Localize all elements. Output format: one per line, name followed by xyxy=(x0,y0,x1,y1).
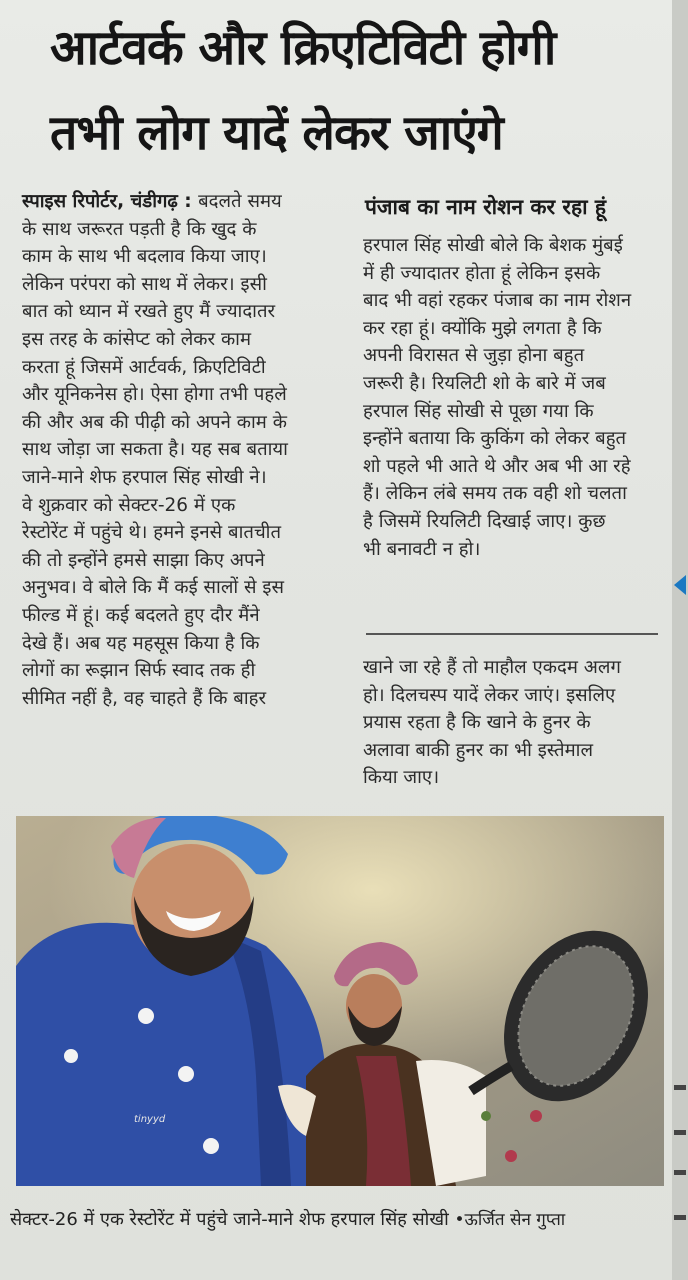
body-text-line: कर रहा हूं। क्योंकि मुझे लगता है कि xyxy=(363,317,602,339)
body-text-line: जाने-माने शेफ हरपाल सिंह सोखी ने। xyxy=(22,466,267,488)
body-text-line: प्रयास रहता है कि खाने के हुनर के xyxy=(363,712,591,734)
body-text-line: बात को ध्यान में रखते हुए मैं ज्यादातर xyxy=(22,301,276,323)
text-fragment xyxy=(674,1130,686,1135)
byline: स्पाइस रिपोर्टर, चंडीगढ़ : xyxy=(22,191,199,212)
body-text-line: खाने जा रहे हैं तो माहौल एकदम अलग xyxy=(363,657,621,678)
caption-text: सेक्टर-26 में एक रेस्टोरेंट में पहुंचे जाने-माने शेफ हरपाल सिंह सोखी xyxy=(10,1209,449,1230)
body-text-line: लोगों का रूझान सिर्फ स्वाद तक ही xyxy=(22,660,256,682)
body-text-line: शो पहले भी आते थे और अब भी आ रहे xyxy=(363,455,631,477)
body-text-line: इस तरह के कांसेप्ट को लेकर काम xyxy=(22,328,252,350)
body-text-line: हैं। लेकिन लंबे समय तक वही शो चलता xyxy=(363,483,627,505)
body-text-line: सीमित नहीं है, वह चाहते हैं कि बाहर xyxy=(22,687,267,709)
body-text-line: वे शुक्रवार को सेक्टर-26 में एक xyxy=(22,494,236,516)
body-text-line: साथ जोड़ा जा सकता है। यह सब बताया xyxy=(22,439,288,461)
body-text-line: फील्ड में हूं। कई बदलते हुए दौर मैंने xyxy=(22,604,260,626)
body-text-line: की तो इन्होंने हमसे साझा किए अपने xyxy=(22,549,265,571)
headline-line-2: तभी लोग यादें लेकर जाएंगे xyxy=(50,105,503,161)
body-text-line: और यूनिकनेस हो। ऐसा होगा तभी पहले xyxy=(22,384,287,406)
text-fragment xyxy=(674,1085,686,1090)
body-text-line: लेकिन परंपरा को साथ में लेकर। इसी xyxy=(22,273,267,295)
body-text-line: हो। दिलचस्प यादें लेकर जाएं। इसलिए xyxy=(363,684,616,706)
body-text-line: करता हूं जिसमें आर्टवर्क, क्रिएटिविटी xyxy=(22,356,266,378)
body-text-line: जरूरी है। रियलिटी शो के बारे में जब xyxy=(363,372,606,394)
body-text-line: है जिसमें रियलिटी दिखाई जाए। कुछ xyxy=(363,510,606,532)
text-fragment xyxy=(674,1170,686,1175)
right-column-bottom xyxy=(363,654,663,792)
subheading: पंजाब का नाम रोशन कर रहा हूं xyxy=(365,195,607,219)
body-text-line: हरपाल सिंह सोखी से पूछा गया कि xyxy=(363,400,594,422)
body-text-line: इन्होंने बताया कि कुकिंग को लेकर बहुत xyxy=(363,428,627,450)
photo-credit: •ऊर्जित सेन गुप्ता xyxy=(454,1210,566,1230)
body-text-line: की और अब की पीढ़ी को अपने काम के xyxy=(22,411,287,433)
text-fragment xyxy=(674,1215,686,1220)
coat-logo: tinyyd xyxy=(134,1114,166,1125)
body-text-line: रेस्टोरेंट में पहुंचे थे। हमने इनसे बातचीत xyxy=(22,522,282,544)
adjacent-page-edge xyxy=(672,0,688,1280)
body-text-line: बाद भी वहां रहकर पंजाब का नाम रोशन xyxy=(363,290,632,312)
body-text-line: बदलते समय xyxy=(198,191,282,212)
body-text-line: काम के साथ भी बदलाव किया जाए। xyxy=(22,246,267,268)
chef-photo-illustration xyxy=(16,816,664,1186)
photo-caption xyxy=(10,1207,565,1231)
right-column-top xyxy=(363,232,663,563)
body-text-line: अनुभव। वे बोले कि मैं कई सालों से इस xyxy=(22,577,285,599)
article-photo xyxy=(16,816,664,1186)
arrow-marker-icon xyxy=(674,575,686,595)
byline-line xyxy=(22,188,337,216)
body-text-line: किया जाए। xyxy=(363,767,440,789)
body-text-line: देखे हैं। अब यह महसूस किया है कि xyxy=(22,632,260,654)
left-column xyxy=(22,188,337,712)
body-text-line: के साथ जरूरत पड़ती है कि खुद के xyxy=(22,218,257,240)
body-text-line: अपनी विरासत से जुड़ा होना बहुत xyxy=(363,345,585,367)
body-text-line: अलावा बाकी हुनर का भी इस्तेमाल xyxy=(363,739,593,761)
column-divider xyxy=(366,633,658,635)
headline-line-1: आर्टवर्क और क्रिएटिविटी होगी xyxy=(50,20,556,76)
body-text-line: हरपाल सिंह सोखी बोले कि बेशक मुंबई xyxy=(363,235,623,256)
body-text-line: में ही ज्यादातर होता हूं लेकिन इसके xyxy=(363,262,601,284)
body-text-line: भी बनावटी न हो। xyxy=(363,538,481,560)
